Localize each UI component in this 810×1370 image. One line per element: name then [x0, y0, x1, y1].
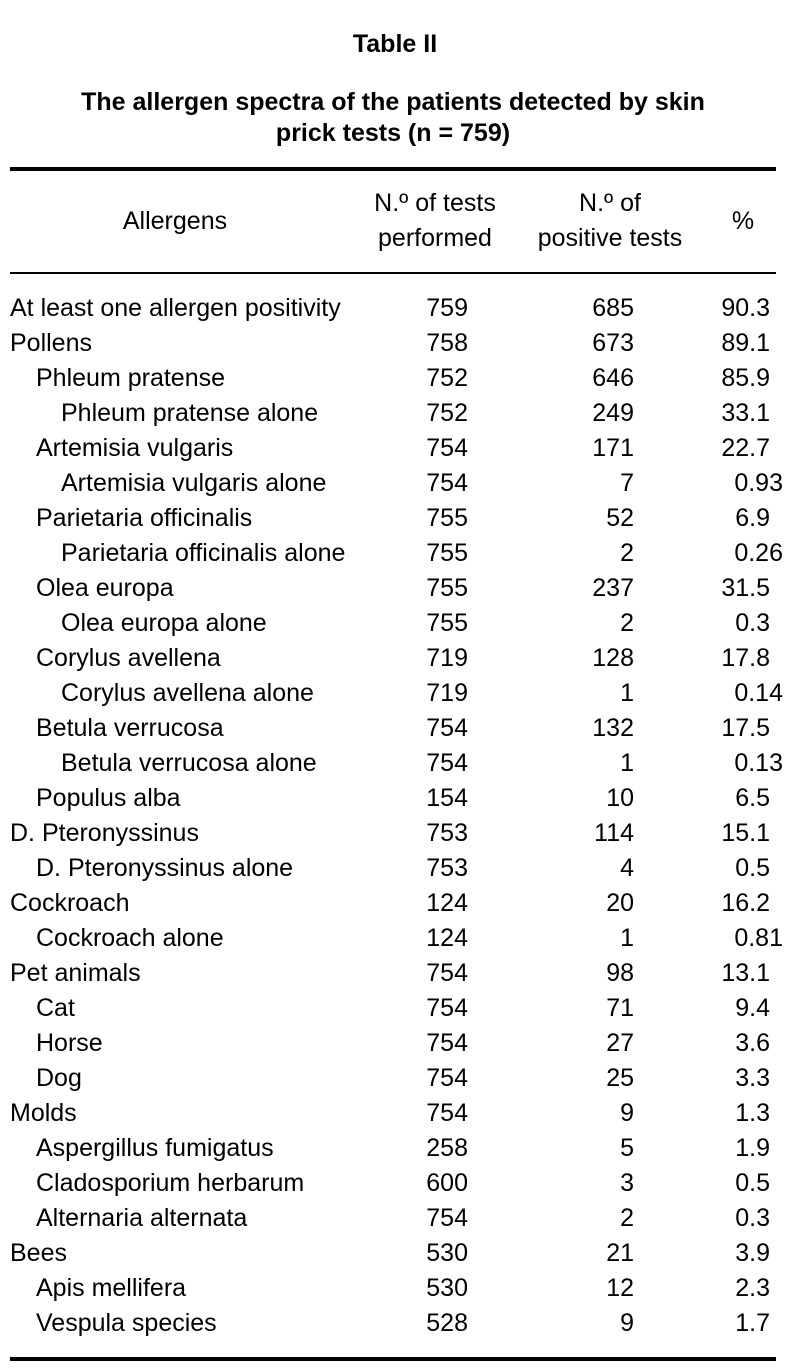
table-row [10, 676, 783, 711]
percent-cell: 89.1 [721, 329, 770, 357]
header-positive-line-2: positive tests [537, 224, 683, 252]
allergen-name-cell: Betula verrucosa [36, 714, 224, 742]
tests-performed-cell: 753 [426, 819, 468, 847]
positive-tests-cell: 12 [606, 1274, 634, 1302]
allergen-name-cell: Artemisia vulgaris [36, 434, 234, 462]
tests-performed-cell: 754 [426, 959, 468, 987]
percent-cell: 17.8 [721, 644, 770, 672]
percent-cell: 31.5 [721, 574, 770, 602]
table-label: Table II [352, 30, 438, 58]
tests-performed-cell: 528 [426, 1309, 468, 1337]
tests-performed-cell: 530 [426, 1239, 468, 1267]
tests-performed-cell: 752 [426, 364, 468, 392]
header-tests-line-2: performed [378, 224, 492, 252]
table-row [10, 711, 776, 746]
percent-cell: 0.5 [735, 1169, 770, 1197]
positive-tests-cell: 52 [606, 504, 634, 532]
allergen-name-cell: Alternaria alternata [36, 1204, 248, 1232]
percent-cell: 6.5 [735, 784, 770, 812]
table-row [10, 1131, 776, 1166]
percent-cell: 0.93 [734, 469, 783, 497]
percent-cell: 17.5 [721, 714, 770, 742]
allergen-name-cell: D. Pteronyssinus alone [36, 854, 294, 882]
allergen-name-cell: Cockroach [10, 889, 130, 917]
table-row [10, 466, 783, 501]
allergen-name-cell: Cockroach alone [36, 924, 224, 952]
allergen-name-cell: Aspergillus fumigatus [36, 1134, 274, 1162]
percent-cell: 0.26 [734, 539, 783, 567]
tests-performed-cell: 752 [426, 399, 468, 427]
percent-cell: 1.7 [735, 1309, 770, 1337]
percent-cell: 6.9 [735, 504, 770, 532]
table-row [10, 1306, 776, 1341]
tests-performed-cell: 719 [426, 679, 468, 707]
positive-tests-cell: 3 [620, 1169, 634, 1197]
header-positive-tests [520, 186, 700, 256]
tests-performed-cell: 124 [426, 924, 468, 952]
caption-line-1: The allergen spectra of the patients detected by skin [81, 88, 705, 116]
tests-performed-cell: 755 [426, 539, 468, 567]
positive-tests-cell: 4 [620, 854, 634, 882]
allergen-name-cell: At least one allergen positivity [10, 294, 341, 322]
bottom-rule [10, 1357, 776, 1361]
allergen-name-cell: D. Pteronyssinus [10, 819, 199, 847]
table-row [10, 396, 776, 431]
table-row [10, 816, 776, 851]
table-row [10, 536, 783, 571]
table-row [10, 571, 776, 606]
allergen-name-cell: Cladosporium herbarum [36, 1169, 305, 1197]
positive-tests-cell: 2 [620, 1204, 634, 1232]
positive-tests-cell: 7 [620, 469, 634, 497]
positive-tests-cell: 171 [592, 434, 634, 462]
table-row [10, 956, 776, 991]
percent-cell: 0.5 [735, 854, 770, 882]
table-row [10, 1201, 776, 1236]
tests-performed-cell: 759 [426, 294, 468, 322]
allergen-name-cell: Vespula species [36, 1309, 217, 1337]
percent-cell: 9.4 [735, 994, 770, 1022]
percent-cell: 0.14 [734, 679, 783, 707]
positive-tests-cell: 1 [620, 924, 634, 952]
allergen-name-cell: Populus alba [36, 784, 181, 812]
allergen-name-cell: Parietaria officinalis alone [61, 539, 346, 567]
table-row [10, 851, 776, 886]
header-positive-line-1: N.º of [579, 189, 641, 217]
percent-cell: 2.3 [735, 1274, 770, 1302]
tests-performed-cell: 755 [426, 504, 468, 532]
positive-tests-cell: 249 [592, 399, 634, 427]
allergen-name-cell: Olea europa alone [61, 609, 267, 637]
table-row [10, 326, 776, 361]
tests-performed-cell: 754 [426, 434, 468, 462]
tests-performed-cell: 754 [426, 1029, 468, 1057]
percent-cell: 0.3 [735, 1204, 770, 1232]
positive-tests-cell: 646 [592, 364, 634, 392]
header-percent [710, 186, 776, 256]
allergen-name-cell: Dog [36, 1064, 82, 1092]
tests-performed-cell: 758 [426, 329, 468, 357]
tests-performed-cell: 754 [426, 1099, 468, 1127]
tests-performed-cell: 530 [426, 1274, 468, 1302]
table-row [10, 431, 776, 466]
table-row [10, 1236, 776, 1271]
allergen-name-cell: Bees [10, 1239, 67, 1267]
tests-performed-cell: 154 [426, 784, 468, 812]
positive-tests-cell: 128 [592, 644, 634, 672]
percent-cell: 90.3 [721, 294, 770, 322]
percent-cell: 33.1 [721, 399, 770, 427]
allergen-name-cell: Apis mellifera [36, 1274, 187, 1302]
tests-performed-cell: 754 [426, 749, 468, 777]
allergen-name-cell: Molds [10, 1099, 77, 1127]
table-row [10, 291, 776, 326]
table-caption [10, 87, 776, 149]
percent-cell: 0.3 [735, 609, 770, 637]
table-row [10, 746, 783, 781]
allergen-name-cell: Pet animals [10, 959, 141, 987]
positive-tests-cell: 114 [594, 819, 634, 847]
allergen-name-cell: Horse [36, 1029, 103, 1057]
table-row [10, 1061, 776, 1096]
table-row [10, 1026, 776, 1061]
positive-tests-cell: 21 [606, 1239, 634, 1267]
positive-tests-cell: 71 [606, 994, 634, 1022]
percent-cell: 16.2 [721, 889, 770, 917]
allergen-name-cell: Artemisia vulgaris alone [61, 469, 327, 497]
tests-performed-cell: 754 [426, 1064, 468, 1092]
tests-performed-cell: 754 [426, 994, 468, 1022]
tests-performed-cell: 754 [426, 714, 468, 742]
table-row [10, 1271, 776, 1306]
tests-performed-cell: 755 [426, 574, 468, 602]
allergen-name-cell: Phleum pratense alone [61, 399, 319, 427]
header-tests-line-1: N.º of tests [374, 189, 496, 217]
tests-performed-cell: 124 [426, 889, 468, 917]
allergen-name-cell: Corylus avellena [36, 644, 221, 672]
percent-cell: 3.9 [735, 1239, 770, 1267]
percent-cell: 85.9 [721, 364, 770, 392]
percent-cell: 3.3 [735, 1064, 770, 1092]
percent-cell: 0.81 [734, 924, 783, 952]
tests-performed-cell: 258 [426, 1134, 468, 1162]
positive-tests-cell: 20 [606, 889, 634, 917]
tests-performed-cell: 753 [426, 854, 468, 882]
table-row [10, 991, 776, 1026]
positive-tests-cell: 2 [620, 539, 634, 567]
percent-cell: 3.6 [735, 1029, 770, 1057]
table-row [10, 361, 776, 396]
positive-tests-cell: 5 [620, 1134, 634, 1162]
table-row [10, 1166, 776, 1201]
top-rule [10, 167, 776, 171]
positive-tests-cell: 685 [592, 294, 634, 322]
positive-tests-cell: 1 [620, 749, 634, 777]
tests-performed-cell: 600 [426, 1169, 468, 1197]
positive-tests-cell: 10 [606, 784, 634, 812]
percent-cell: 13.1 [721, 959, 770, 987]
table-row [10, 606, 776, 641]
percent-cell: 0.13 [734, 749, 783, 777]
positive-tests-cell: 237 [592, 574, 634, 602]
caption-line-2: prick tests (n = 759) [275, 119, 511, 147]
table-row [10, 501, 776, 536]
positive-tests-cell: 9 [620, 1099, 634, 1127]
allergen-name-cell: Pollens [10, 329, 92, 357]
tests-performed-cell: 719 [426, 644, 468, 672]
table-row [10, 921, 783, 956]
tests-performed-cell: 754 [426, 469, 468, 497]
allergen-name-cell: Corylus avellena alone [61, 679, 314, 707]
header-allergens [10, 186, 340, 256]
positive-tests-cell: 25 [606, 1064, 634, 1092]
allergen-name-cell: Phleum pratense [36, 364, 226, 392]
percent-cell: 15.1 [721, 819, 770, 847]
table-header [10, 186, 776, 256]
percent-cell: 22.7 [721, 434, 770, 462]
positive-tests-cell: 27 [606, 1029, 634, 1057]
header-rule [10, 272, 776, 274]
table-row [10, 886, 776, 921]
header-allergens-label: Allergens [122, 206, 228, 235]
positive-tests-cell: 98 [606, 959, 634, 987]
tests-performed-cell: 755 [426, 609, 468, 637]
positive-tests-cell: 132 [592, 714, 634, 742]
positive-tests-cell: 1 [620, 679, 634, 707]
table-row [10, 781, 776, 816]
positive-tests-cell: 2 [620, 609, 634, 637]
header-tests-performed [360, 186, 510, 256]
allergen-name-cell: Parietaria officinalis [36, 504, 253, 532]
allergen-name-cell: Cat [36, 994, 75, 1022]
table-row [10, 1096, 776, 1131]
percent-cell: 1.3 [735, 1099, 770, 1127]
allergen-name-cell: Olea europa [36, 574, 174, 602]
percent-cell: 1.9 [735, 1134, 770, 1162]
table-body [10, 291, 783, 1341]
positive-tests-cell: 9 [620, 1309, 634, 1337]
header-percent-label: % [731, 206, 755, 235]
table-row [10, 641, 776, 676]
positive-tests-cell: 673 [592, 329, 634, 357]
tests-performed-cell: 754 [426, 1204, 468, 1232]
allergen-name-cell: Betula verrucosa alone [61, 749, 317, 777]
